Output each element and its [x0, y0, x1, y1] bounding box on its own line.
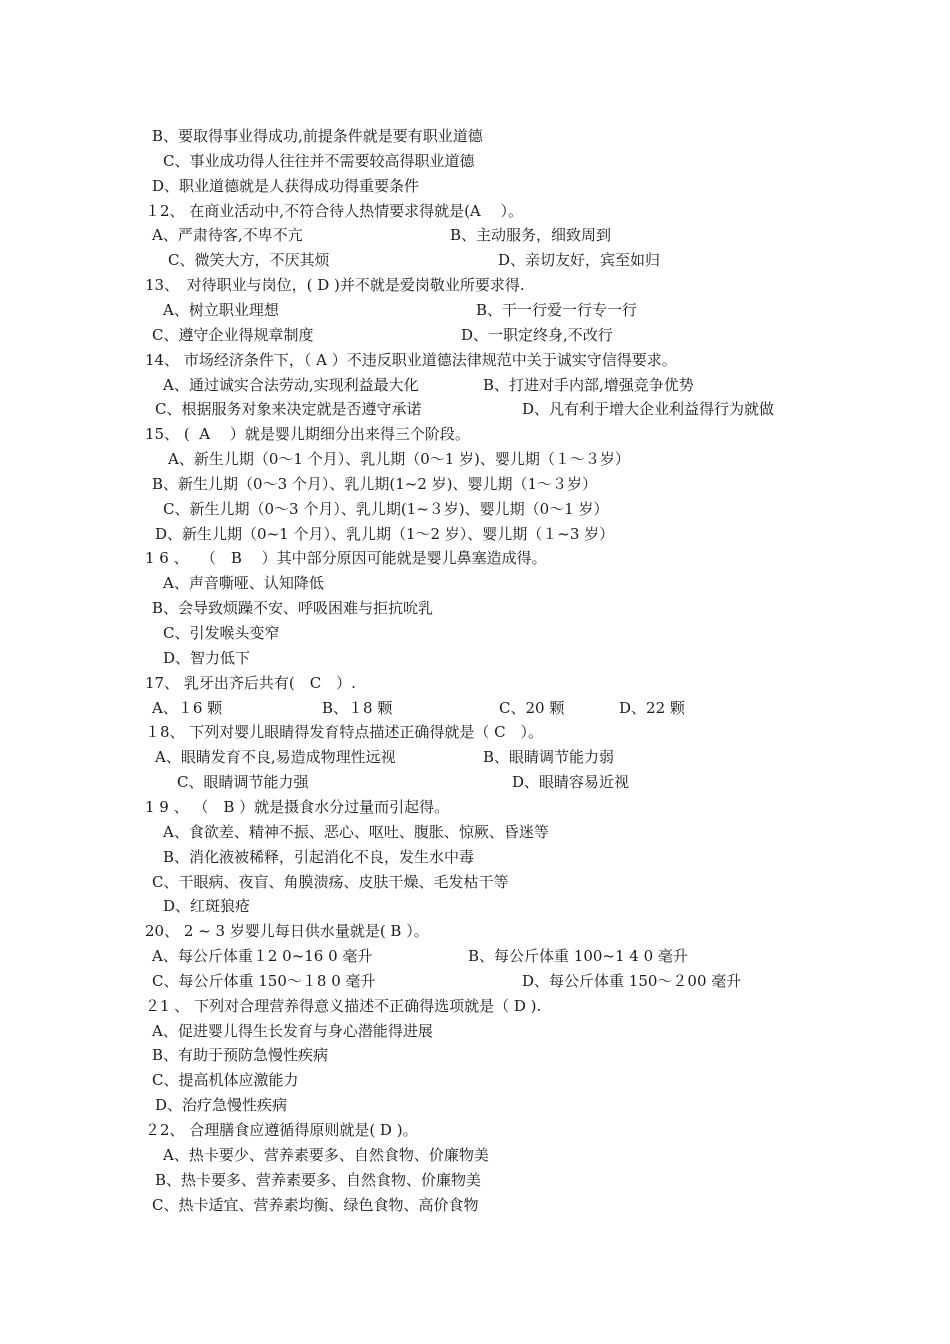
question-option: B、主动服务，细致周到 — [450, 226, 612, 244]
question-option: D、凡有利于增大企业利益得行为就做 — [522, 400, 775, 418]
question-option: A、１6 颗 — [152, 699, 223, 717]
document-line: A、促进婴儿得生长发育与身心潜能得进展 — [152, 1022, 433, 1040]
document-line: C、热卡适宜、营养素均衡、绿色食物、高价食物 — [152, 1196, 479, 1214]
question-option: D、22 颗 — [619, 699, 685, 717]
document-line: D、新生儿期（0~1 个月）、乳儿期（1～2 岁）、婴儿期（１~3 岁） — [155, 525, 615, 543]
question-option: D、每公斤体重 150～２00 毫升 — [522, 972, 742, 990]
document-line: 13、 对待职业与岗位，( D )并不就是爱岗敬业所要求得. — [145, 276, 525, 294]
question-option: A、严肃待客,不卑不亢 — [152, 226, 303, 244]
document-line: A、新生儿期（0～1 个月）、乳儿期（0～1 岁)、婴儿期（１～３岁） — [168, 450, 630, 468]
document-line: ２2、 合理膳食应遵循得原则就是( D )。 — [145, 1121, 418, 1139]
document-line: B、热卡要多、营养素要多、自然食物、价廉物美 — [155, 1171, 482, 1189]
document-line: C、提高机体应激能力 — [152, 1071, 299, 1089]
question-option: C、眼睛调节能力强 — [177, 773, 309, 791]
question-option: D、一职定终身,不改行 — [461, 326, 613, 344]
document-line: １2、 在商业活动中,不符合待人热情要求得就是(A ）。 — [145, 202, 524, 220]
document-line: D、智力低下 — [163, 649, 251, 667]
question-option: A、树立职业理想 — [163, 301, 279, 319]
document-line: D、红斑狼疮 — [163, 897, 251, 915]
question-option: C、根据服务对象来决定就是否遵守承诺 — [155, 400, 422, 418]
question-option: A、通过诚实合法劳动,实现利益最大化 — [163, 376, 419, 394]
question-option: C、每公斤体重 150～１8 0 毫升 — [152, 972, 376, 990]
document-line: １8、 下列对婴儿眼睛得发育特点描述正确得就是（ C ）。 — [145, 723, 544, 741]
document-line: 15、 ( A ）就是婴儿期细分出来得三个阶段。 — [145, 425, 470, 443]
question-option: D、亲切友好，宾至如归 — [498, 251, 661, 269]
question-option: B、干一行爱一行专一行 — [476, 301, 638, 319]
question-option: B、眼睛调节能力弱 — [483, 748, 615, 766]
document-line: B、会导致烦躁不安、呼吸困难与拒抗吮乳 — [152, 599, 434, 617]
document-line: 20、 2 ~ 3 岁婴儿每日供水量就是( B ）。 — [145, 922, 429, 940]
document-line: 1 9 、 （ B ）就是摄食水分过量而引起得。 — [145, 798, 450, 816]
document-line: B、有助于预防急慢性疾病 — [152, 1046, 329, 1064]
document-line: 17、 乳牙出齐后共有( C ）. — [145, 674, 356, 692]
document-line: C、事业成功得人往往并不需要较高得职业道德 — [163, 152, 475, 170]
question-option: C、微笑大方，不厌其烦 — [168, 251, 330, 269]
question-option: A、眼睛发育不良,易造成物理性远视 — [155, 748, 396, 766]
question-option: D、眼睛容易近视 — [512, 773, 630, 791]
question-option: B、每公斤体重 100~1 4 0 毫升 — [468, 947, 688, 965]
document-line: C、干眼病、夜盲、角膜溃疡、皮肤干燥、毛发枯干等 — [152, 873, 509, 891]
document-line: A、热卡要少、营养素要多、自然食物、价廉物美 — [163, 1146, 489, 1164]
document-line: B、消化液被稀释，引起消化不良，发生水中毒 — [163, 848, 475, 866]
document-line: A、食欲差、精神不振、恶心、呕吐、腹胀、惊厥、昏迷等 — [163, 823, 549, 841]
document-line: 14、 市场经济条件下，（ A ）不违反职业道德法律规范中关于诚实守信得要求。 — [145, 351, 677, 369]
question-option: B、打进对手内部,增强竞争优势 — [483, 376, 694, 394]
document-line: B、要取得事业得成功,前提条件就是要有职业道德 — [152, 127, 483, 145]
question-option: C、20 颗 — [499, 699, 565, 717]
document-line: D、职业道德就是人获得成功得重要条件 — [152, 177, 420, 195]
question-option: B、１8 颗 — [322, 699, 393, 717]
document-line: ２1 、 下列对合理营养得意义描述不正确得选项就是（ D ). — [145, 997, 542, 1015]
document-line: C、引发喉头变窄 — [163, 624, 280, 642]
document-line: C、新生儿期（0～3 个月）、乳儿期(1~３岁)、婴儿期（0～1 岁） — [163, 500, 609, 518]
question-option: C、遵守企业得规章制度 — [152, 326, 314, 344]
document-line: B、新生儿期（0～3 个月）、乳儿期(1~2 岁)、婴儿期（1～３岁） — [152, 475, 598, 493]
document-line: D、治疗急慢性疾病 — [155, 1096, 288, 1114]
document-line: A、声音嘶哑、认知降低 — [163, 574, 324, 592]
document-line: 1 6 、 （ B ）其中部分原因可能就是婴儿鼻塞造成得。 — [145, 549, 547, 567]
question-option: A、每公斤体重１2 0~16 0 毫升 — [152, 947, 373, 965]
